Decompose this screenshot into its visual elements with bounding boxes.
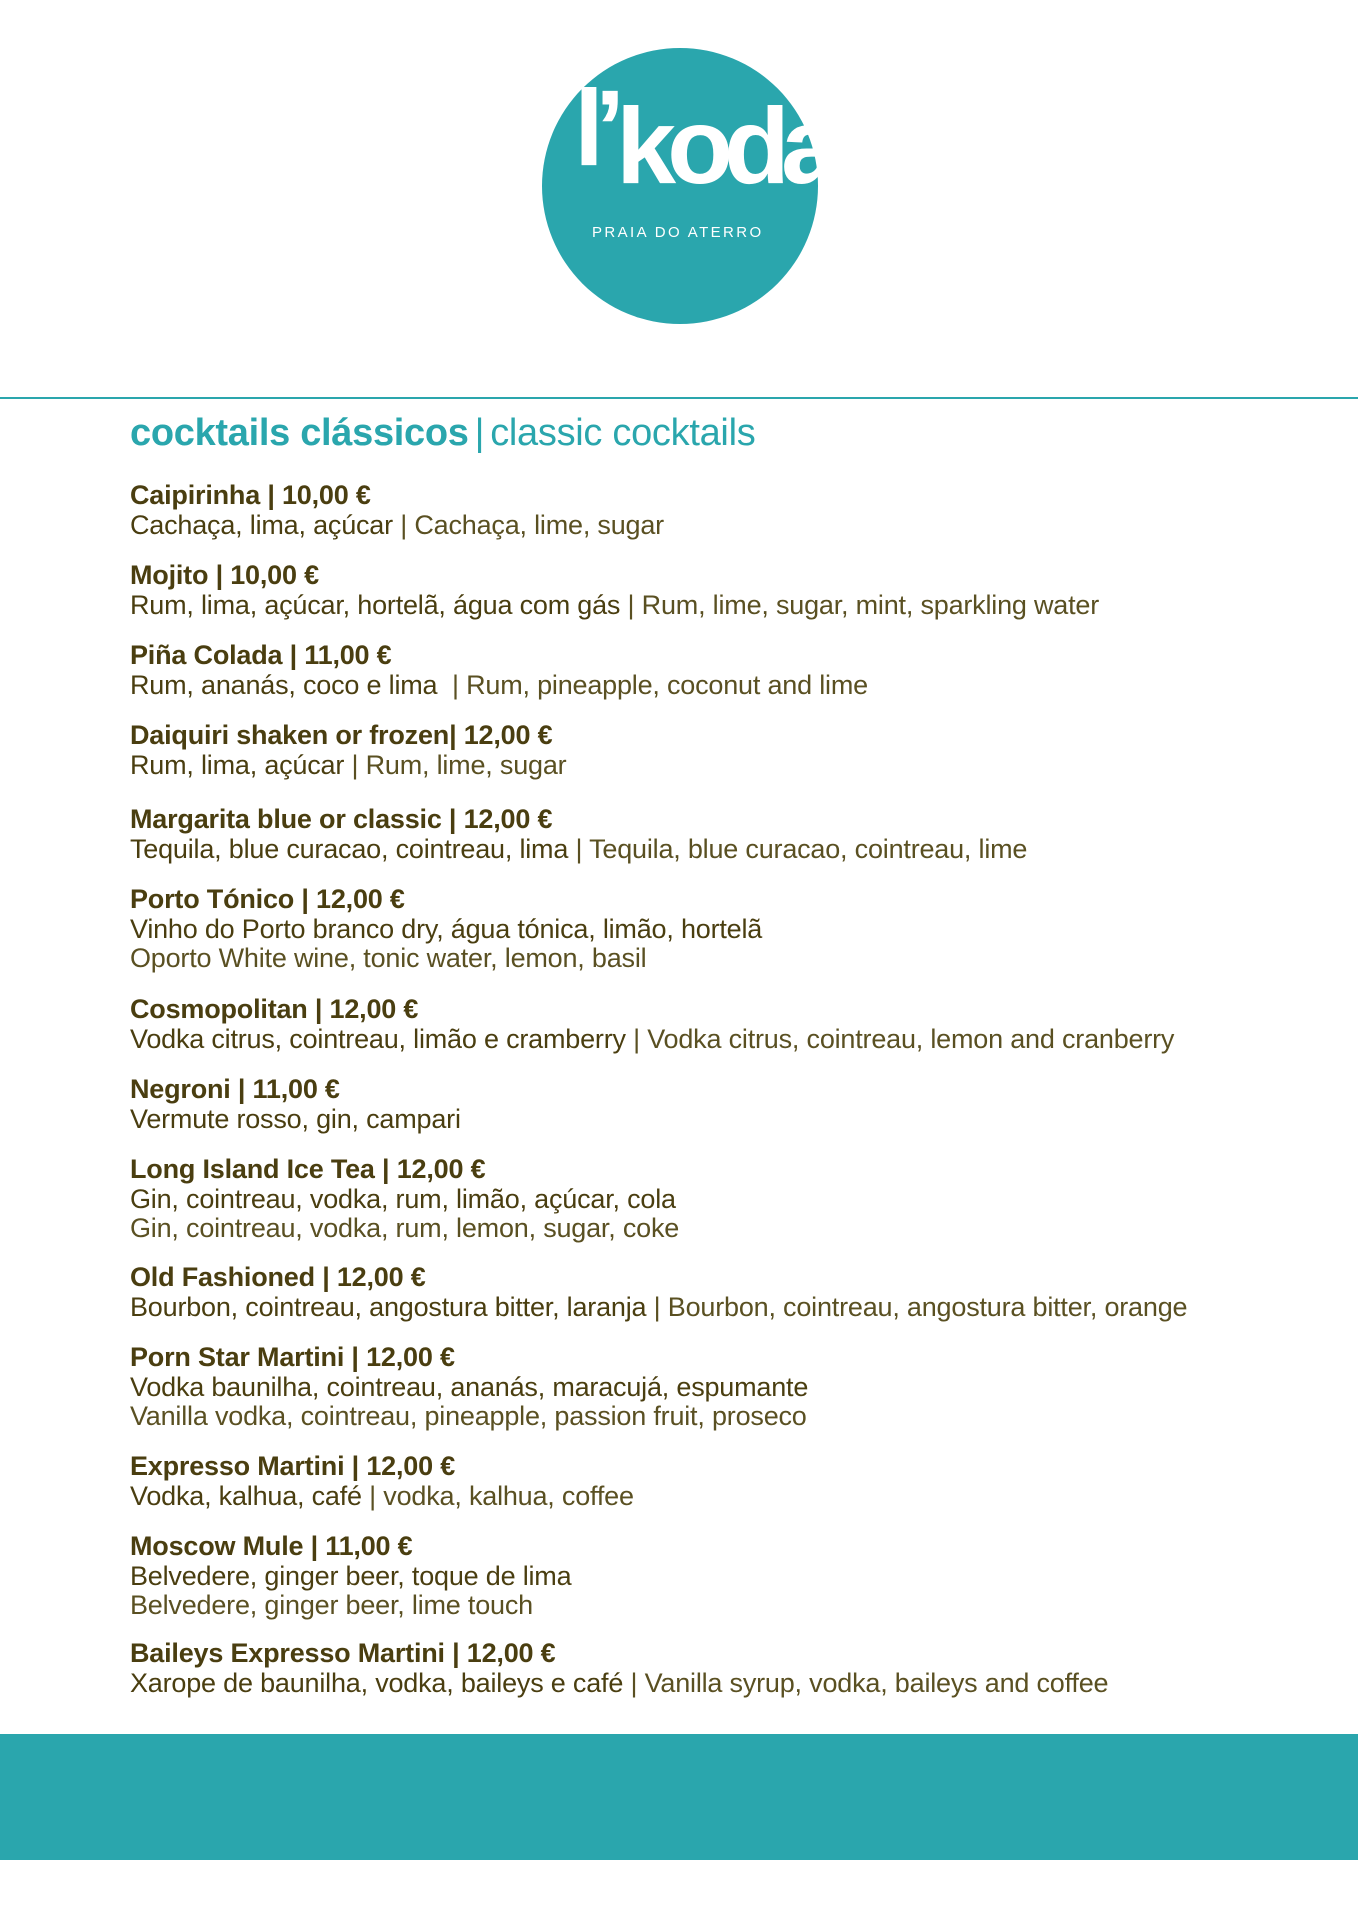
menu-item-description (130, 510, 1330, 540)
menu-item-desc-en: Vodka citrus, cointreau, lemon and cranberry (647, 1024, 1175, 1054)
menu-item-desc-pt: Tequila, blue curacao, cointreau, lima (130, 834, 569, 864)
menu-item-desc-pt: Vodka, kalhua, café (130, 1481, 362, 1511)
menu-item-desc-pt: Belvedere, ginger beer, toque de lima (130, 1561, 572, 1591)
menu-item-name: Moscow Mule | 11,00 € (130, 1531, 413, 1561)
menu-item-desc-en: Vanilla syrup, vodka, baileys and coffee (644, 1668, 1109, 1698)
menu-item-description (130, 834, 1330, 864)
menu-item-old-fashioned (130, 1262, 1330, 1322)
menu-item-name: Mojito | 10,00 € (130, 560, 319, 590)
menu-item-porto-tonico (130, 884, 1330, 972)
menu-item-desc-en: Vanilla vodka, cointreau, pineapple, passion fruit, proseco (130, 1401, 807, 1431)
menu-item-name: Negroni | 11,00 € (130, 1074, 340, 1104)
menu-item-desc-en: Gin, cointreau, vodka, rum, lemon, sugar, coke (130, 1213, 680, 1243)
menu-item-desc-en: vodka, kalhua, coffee (383, 1481, 634, 1511)
menu-item-porn-star-martini (130, 1342, 1330, 1430)
menu-item-desc-en: Bourbon, cointreau, angostura bitter, orange (667, 1292, 1188, 1322)
menu-item-name: Porn Star Martini | 12,00 € (130, 1342, 455, 1372)
menu-item-desc-pt: Vermute rosso, gin, campari (130, 1104, 461, 1134)
menu-item-desc-pt: Cachaça, lima, açúcar (130, 510, 393, 540)
menu-item-desc-pt: Rum, lima, açúcar, hortelã, água com gás (130, 590, 621, 620)
menu-item-desc-pt: Vinho do Porto branco dry, água tónica, limão, hortelã (130, 914, 763, 944)
menu-item-daiquiri (130, 720, 1330, 780)
menu-item-desc-en: Oporto White wine, tonic water, lemon, basil (130, 943, 647, 973)
brand-wordmark (574, 67, 884, 206)
menu-item-long-island-ice-tea (130, 1154, 1330, 1242)
menu-item-expresso-martini (130, 1451, 1330, 1511)
menu-item-name: Piña Colada | 11,00 € (130, 640, 392, 670)
section-title-en: classic cocktails (490, 412, 756, 454)
menu-item-caipirinha (130, 480, 1330, 540)
brand-wordmark-name: kodac (616, 85, 884, 206)
menu-item-separator: | (392, 510, 415, 540)
header-divider (0, 397, 1358, 399)
brand-subtitle: PRAIA DO ATERRO (592, 224, 764, 241)
menu-item-name: Cosmopolitan | 12,00 € (130, 994, 419, 1024)
menu-item-description (130, 1292, 1330, 1322)
brand-wordmark-apostrophe: l’ (574, 67, 617, 188)
menu-item-description (130, 750, 1330, 780)
menu-item-name: Baileys Expresso Martini | 12,00 € (130, 1638, 556, 1668)
menu-item-separator: | (344, 750, 366, 780)
menu-item-separator: | (568, 834, 590, 864)
menu-item-desc-pt: Xarope de baunilha, vodka, baileys e café (130, 1668, 624, 1698)
menu-item-description (130, 1668, 1330, 1698)
menu-item-name: Margarita blue or classic | 12,00 € (130, 804, 553, 834)
menu-item-desc-en: Rum, pineapple, coconut and lime (466, 670, 868, 700)
menu-item-moscow-mule (130, 1531, 1330, 1619)
menu-item-separator: | (625, 1024, 648, 1054)
section-title-separator: | (474, 412, 485, 454)
menu-item-desc-en: Rum, lime, sugar, mint, sparkling water (641, 590, 1100, 620)
menu-item-desc-en: Belvedere, ginger beer, lime touch (130, 1590, 533, 1620)
menu-item-description (130, 1481, 1330, 1511)
menu-item-baileys-expresso-martini (130, 1638, 1330, 1698)
menu-item-pina-colada (130, 640, 1330, 700)
menu-item-cosmopolitan (130, 994, 1330, 1054)
menu-item-name: Caipirinha | 10,00 € (130, 480, 371, 510)
menu-item-separator: | (646, 1292, 668, 1322)
menu-item-negroni (130, 1074, 1330, 1134)
menu-item-desc-pt: Rum, lima, açúcar (130, 750, 345, 780)
menu-item-separator: | (361, 1481, 384, 1511)
brand-logo (542, 48, 884, 324)
menu-item-separator: | (437, 670, 467, 700)
menu-item-desc-en: Cachaça, lime, sugar (414, 510, 664, 540)
menu-item-mojito (130, 560, 1330, 620)
menu-item-description (130, 590, 1330, 620)
menu-item-desc-pt: Gin, cointreau, vodka, rum, limão, açúcar, cola (130, 1184, 676, 1214)
menu-item-name: Long Island Ice Tea | 12,00 € (130, 1154, 486, 1184)
menu-item-name: Expresso Martini | 12,00 € (130, 1451, 456, 1481)
menu-item-description (130, 1024, 1330, 1054)
menu-item-desc-pt: Rum, ananás, coco e lima (130, 670, 438, 700)
section-title (130, 412, 755, 455)
footer-band (0, 1734, 1358, 1860)
menu-item-description (130, 670, 1330, 700)
menu-item-name: Daiquiri shaken or frozen| 12,00 € (130, 720, 553, 750)
menu-item-desc-pt: Bourbon, cointreau, angostura bitter, laranja (130, 1292, 647, 1322)
menu-item-desc-pt: Vodka citrus, cointreau, limão e cramberry (130, 1024, 626, 1054)
menu-item-margarita (130, 804, 1330, 864)
menu-item-desc-en: Rum, lime, sugar (365, 750, 567, 780)
menu-item-separator: | (620, 590, 642, 620)
menu-item-name: Old Fashioned | 12,00 € (130, 1262, 426, 1292)
menu-item-name: Porto Tónico | 12,00 € (130, 884, 405, 914)
section-title-pt: cocktails clássicos (130, 412, 469, 454)
menu-item-separator: | (623, 1668, 645, 1698)
menu-item-desc-pt: Vodka baunilha, cointreau, ananás, maracujá, espumante (130, 1372, 809, 1402)
menu-item-desc-en: Tequila, blue curacao, cointreau, lime (589, 834, 1028, 864)
